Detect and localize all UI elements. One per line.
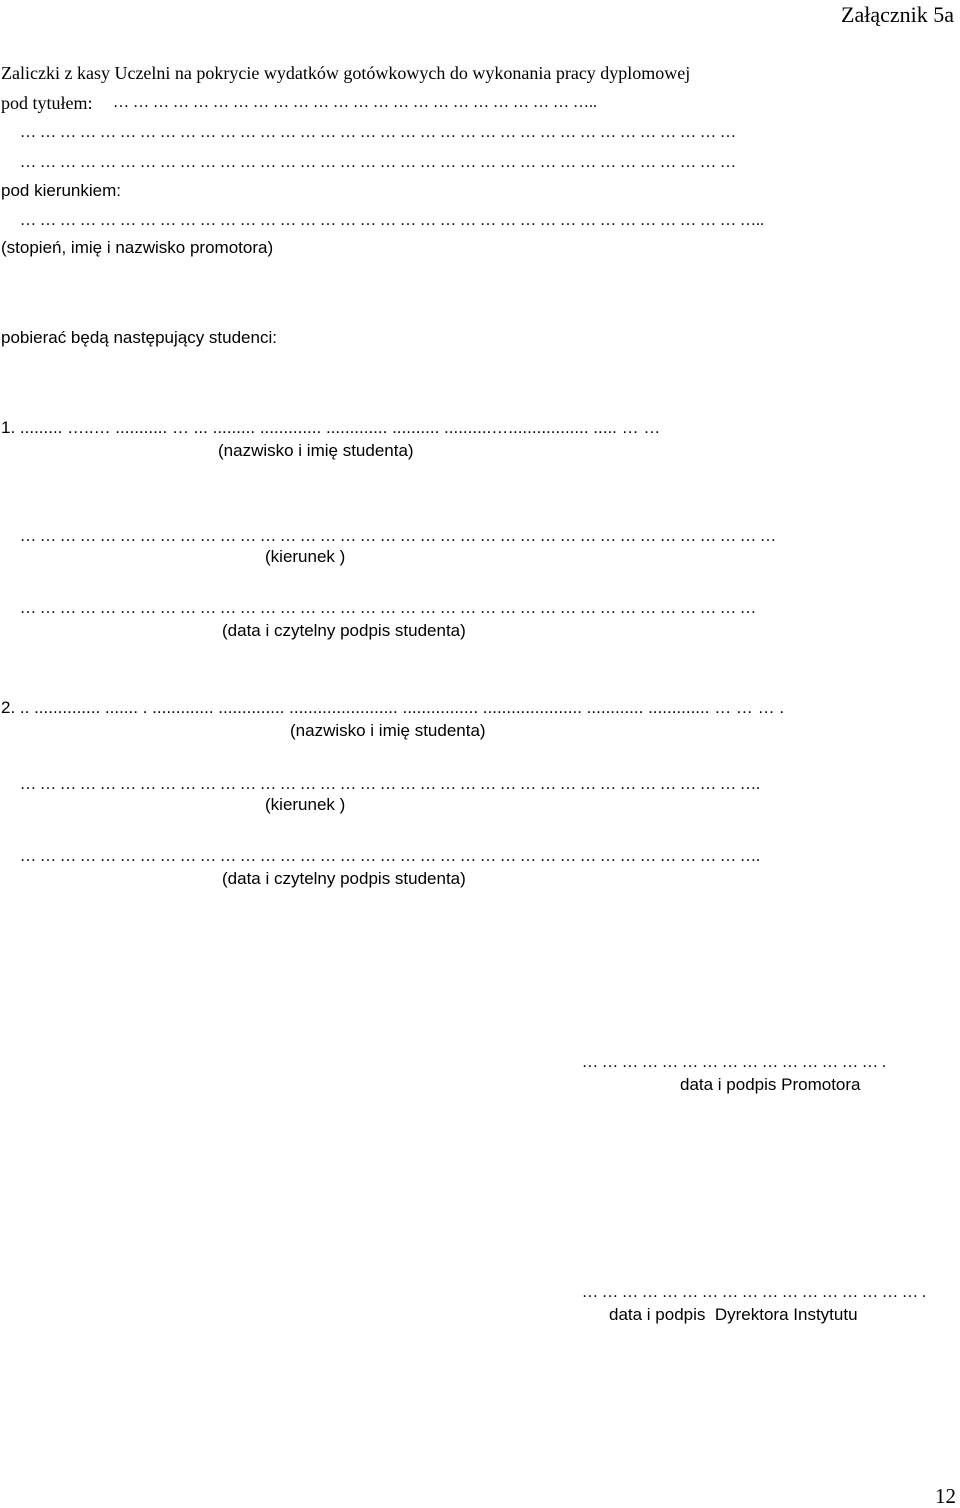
student-2-name-caption: (nazwisko i imię studenta)	[290, 721, 486, 740]
students-intro: pobierać będą następujący studenci:	[1, 328, 277, 347]
student-2-field-caption: (kierunek )	[265, 795, 346, 814]
student-1-field-caption: (kierunek )	[265, 547, 346, 566]
form-intro: Zaliczki z kasy Uczelni na pokrycie wydatków gotówkowych do wykonania pracy dyplomowej	[1, 63, 691, 83]
director-signature-caption: data i podpis Dyrektora Instytutu	[609, 1305, 858, 1324]
student-1-name-line: 1. ......... …..… ........... … ... ......... ............. ............. .......... ..........…................. ..... … …	[1, 418, 661, 437]
page-number: 12	[935, 1484, 956, 1508]
student-2-name-line: 2. .. .............. ....... . ............. .............. ....................... ................ ..................... ............ ............. … … … .	[1, 698, 785, 717]
student-2-signature-line: … … … … … … … … … … … … … … … … … … … … … … … … … … … … … … … … … … … … ….	[20, 848, 760, 865]
supervisor-caption: (stopień, imię i nazwisko promotora)	[1, 238, 274, 257]
annex-label: Załącznik 5a	[841, 2, 954, 27]
student-1-signature-line: … … … … … … … … … … … … … … … … … … … … … … … … … … … … … … … … … … … … …	[20, 600, 756, 617]
student-1-signature-caption: (data i czytelny podpis studenta)	[222, 621, 466, 640]
supervisor-line: … … … … … … … … … … … … … … … … … … … … … … … … … … … … … … … … … … … … …..	[20, 212, 764, 229]
promoter-signature-line: … … … … … … … … … … … … … … … .	[582, 1054, 886, 1071]
student-1-name-caption: (nazwisko i imię studenta)	[218, 441, 414, 460]
title-line-2: … … … … … … … … … … … … … … … … … … … … … … … … … … … … … … … … … … … …	[20, 124, 736, 141]
director-signature-line: … … … … … … … … … … … … … … … … … .	[582, 1284, 926, 1301]
title-label: pod tytułem:	[1, 93, 93, 113]
title-line-1: … … … … … … … … … … … … … … … … … … … … … … … …..	[113, 94, 597, 111]
promoter-signature-caption: data i podpis Promotora	[680, 1075, 861, 1094]
student-2-signature-caption: (data i czytelny podpis studenta)	[222, 869, 466, 888]
title-line-3: … … … … … … … … … … … … … … … … … … … … … … … … … … … … … … … … … … … …	[20, 154, 736, 171]
student-1-field-line: … … … … … … … … … … … … … … … … … … … … … … … … … … … … … … … … … … … … … …	[20, 528, 776, 545]
student-2-field-line: … … … … … … … … … … … … … … … … … … … … … … … … … … … … … … … … … … … … ….	[20, 776, 760, 793]
supervisor-label: pod kierunkiem:	[1, 181, 122, 200]
